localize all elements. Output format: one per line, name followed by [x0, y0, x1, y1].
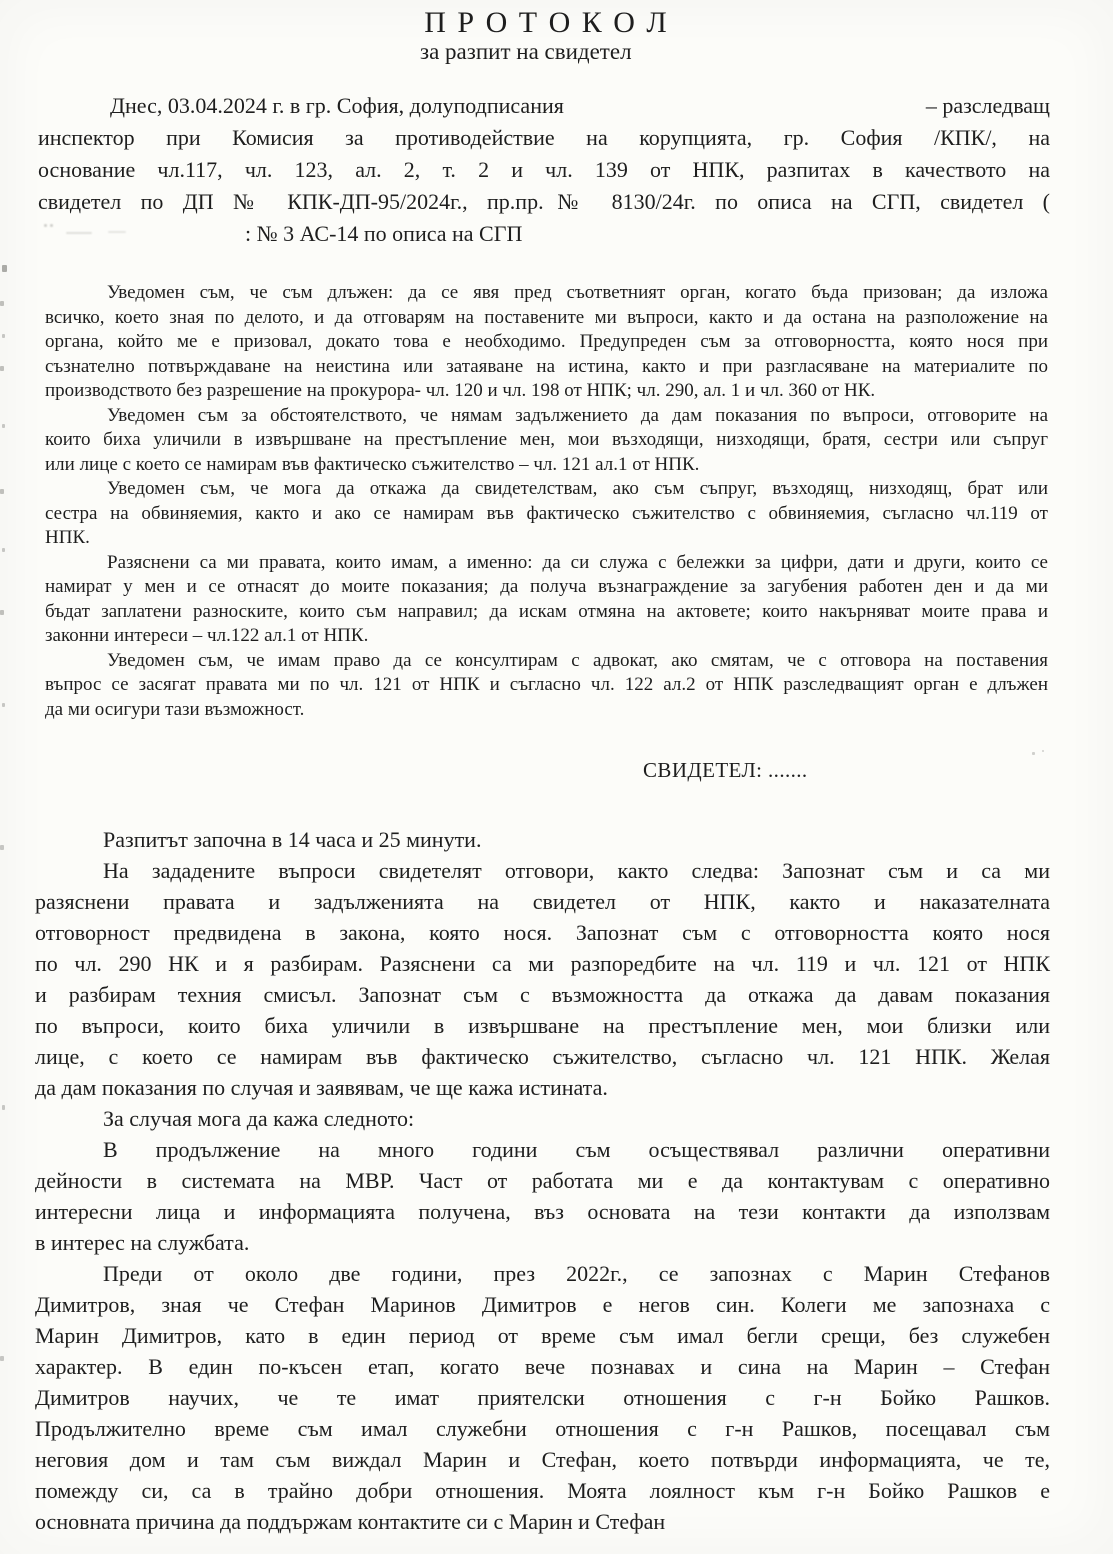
text-line: производството без разрешение на прокурора- чл. 120 и чл. 198 от НПК; чл. 290, ал. 1 и чл. 360 от НК.: [45, 380, 876, 401]
text-line: законни интереси – чл.122 ал.1 от НПК.: [45, 625, 369, 646]
paragraph: [45, 551, 1048, 649]
paragraph: [35, 824, 1050, 855]
scan-artifact: [2, 1105, 5, 1110]
text-line: основание чл.117, чл. 123, ал. 2, т. 2 и чл. 139 от НПК, разпитах в качеството на: [38, 157, 1050, 182]
text-line: интересни лица и информацията получена, въз основата на тези контакти да използвам: [35, 1199, 1050, 1224]
scan-artifact: [2, 548, 5, 552]
text-line: дейности в системата на МВР. Част от работата ми е да контактувам с оперативно: [35, 1168, 1050, 1193]
text-line: намират у мен и се отнасят до моите показания; да получа възнаграждение за загубения работен ден и да ми: [45, 576, 1048, 597]
text-line: или лице с което се намирам във фактическо съжителство – чл. 121 ал.1 от НПК.: [45, 453, 700, 475]
text-line: основната причина да поддържам контактите си с Марин и Стефан: [35, 1509, 666, 1534]
text-line: и разбирам техния смисъл. Запознат съм с възможността да откажа да давам показания: [35, 982, 1050, 1007]
text-line: Уведомен съм, че мога да откажа да свидетелствам, ако съм съпруг, възходящ, низходящ, брат или: [107, 478, 1048, 499]
text-line: Марин Димитров, като в един период от време съм имал бегли срещи, без служебен: [35, 1323, 1050, 1348]
intro-paragraph: [38, 90, 1050, 250]
text-line: Уведомен съм, че съм длъжен: да се явя пред съответният орган, когато бъда призован; да изложа: [107, 282, 1048, 303]
text-line: свидетел по ДП № КПК-ДП-95/2024г., пр.пр.№ 8130/24г. по описа на СГП, свидетел (: [38, 189, 1050, 214]
text-line: отговорност предвидена в закона, която нося. Запознат съм с отговорността която нося: [35, 920, 1050, 945]
redaction-remnant: [44, 224, 47, 227]
scan-artifact: [2, 265, 7, 272]
text-line: по чл. 290 НК и я разбирам. Разяснени са ми разпоредбите на чл. 119 и чл. 121 от НПК: [35, 951, 1050, 976]
redacted-name-gap: [564, 90, 926, 122]
scan-artifact: [1042, 750, 1044, 752]
text-line: да дам показания по случая и заявявам, че ще кажа истината.: [35, 1075, 608, 1100]
text-line: Димитров, зная че Стефан Маринов Димитров е негов син. Колеги ме запознаха с: [35, 1292, 1050, 1317]
document-title: П Р О Т О К О Л: [424, 6, 669, 39]
text-line: лице, с което се намирам във фактическо съжителство, съгласно чл. 121 НПК. Желая: [35, 1044, 1050, 1069]
text-line: въпрос се засягат правата ми по чл. 121 от НПК и съгласно чл. 122 ал.2 от НПК разследващият орган е длъжен: [45, 674, 1048, 695]
paragraph: [45, 649, 1048, 723]
text-line: по въпроси, които биха уличили в извършване на престъпление мен, мои близки или: [35, 1013, 1050, 1038]
text-line: в интерес на службата.: [35, 1230, 250, 1255]
witness-signature-label: СВИДЕТЕЛ: .......: [643, 758, 808, 782]
text-line: съзнателно потвърждаване на неистина или затаяване на истина, както и при разгласяване на материалите по: [45, 355, 1048, 377]
text-line: всичко, което зная по делото, и да отговарям на поставените ми въпроси, както и да остана на разположение на: [45, 306, 1048, 328]
redaction-remnant: [108, 231, 126, 233]
witness-signature-line: [643, 758, 808, 783]
intro-first-line: [38, 90, 1050, 122]
text-line: неговия дом и там съм виждал Марин и Стефан, което потвърди информацията, че те,: [35, 1447, 1050, 1472]
scan-artifact: [2, 334, 5, 338]
text-line: органа, който ме е призовал, докато това е необходимо. Предупреден съм за отговорността, която нося при: [45, 331, 1048, 352]
text-line: За случая мога да кажа следното:: [103, 1106, 415, 1131]
paragraph: [45, 281, 1048, 404]
text-line: НПК.: [45, 527, 90, 548]
text-line: Димитров научих, че те имат приятелски отношения с г-н Бойко Рашков.: [35, 1385, 1050, 1410]
scan-artifact: [2, 424, 5, 428]
paragraph: [45, 404, 1048, 478]
scan-artifact: [0, 610, 4, 615]
redaction-remnant: [66, 232, 92, 234]
intro-body-lines: [38, 122, 1050, 218]
case-reference-text: : № 3 АС-14 по описа на СГП: [245, 221, 523, 246]
intro-date-place-text: Днес, 03.04.2024 г. в гр. София, долуподписания: [110, 93, 564, 118]
text-line: помежду си, са в трайно добри отношения. Моята лоялност към г-н Бойко Рашков е: [35, 1478, 1050, 1503]
scan-artifact: [0, 845, 4, 850]
text-line: Уведомен съм, че имам право да се консултирам с адвокат, ако смятам, че с отговора на поставения: [107, 649, 1048, 671]
paragraph: [35, 1258, 1050, 1537]
rights-notice-section: [45, 281, 1048, 722]
text-line: На зададените въпроси свидетелят отговори, както следва: Запознат съм и са ми: [103, 858, 1050, 883]
scan-artifact: [0, 1356, 4, 1361]
text-line: Уведомен съм за обстоятелството, че нямам задължението да дам показания по въпроси, отговорите на: [107, 404, 1048, 426]
text-line: Преди от около две години, през 2022г., се запознах с Марин Стефанов: [103, 1261, 1050, 1286]
redaction-remnant: [50, 224, 53, 227]
case-reference-line: [38, 218, 1050, 250]
text-line: Разяснени са ми правата, които имам, а именно: да си служа с бележки за цифри, дати и други, които се: [107, 551, 1048, 573]
investigator-role-text: – разследващ: [925, 93, 1050, 118]
text-line: да ми осигури тази възможност.: [45, 698, 305, 720]
text-line: Продължително време съм имал служебни отношения с г-н Рашков, посещавал съм: [35, 1416, 1050, 1441]
scan-artifact: [2, 703, 5, 707]
document-subtitle: за разпит на свидетел: [420, 39, 632, 64]
scan-artifact: [0, 489, 4, 494]
text-line: В продължение на много години съм осъществявал различни оперативни: [103, 1137, 1050, 1162]
text-line: инспектор при Комисия за противодействие на корупцията, гр. София /КПК/, на: [38, 125, 1050, 150]
text-line: характер. В един по-късен етап, когато вече познавах и сина на Марин – Стефан: [35, 1354, 1050, 1379]
text-line: сестра на обвиняемия, както и ако се намирам във фактическо съжителство с обвиняемия, съгласно чл.119 от: [45, 502, 1048, 524]
paragraph: [45, 477, 1048, 551]
scan-artifact: [1032, 752, 1035, 755]
paragraph: [35, 1134, 1050, 1258]
paragraph: [35, 855, 1050, 1103]
scan-artifact: [0, 366, 4, 371]
text-line: разяснени правата и задълженията на свидетел от НПК, както и наказателната: [35, 889, 1050, 914]
text-line: Разпитът започна в 14 часа и 25 минути.: [103, 827, 482, 852]
paragraph: [35, 1103, 1050, 1134]
statement-section: [35, 824, 1050, 1537]
scan-artifact: [0, 301, 4, 306]
text-line: които биха уличили в извършване на престъпление мен, мои възходящи, низходящи, братя, сестри или съпруг: [45, 429, 1048, 450]
text-line: бъдат заплатени разноските, които съм направил; да искам отмяна на актовете; които накърняват моите права и: [45, 600, 1048, 622]
